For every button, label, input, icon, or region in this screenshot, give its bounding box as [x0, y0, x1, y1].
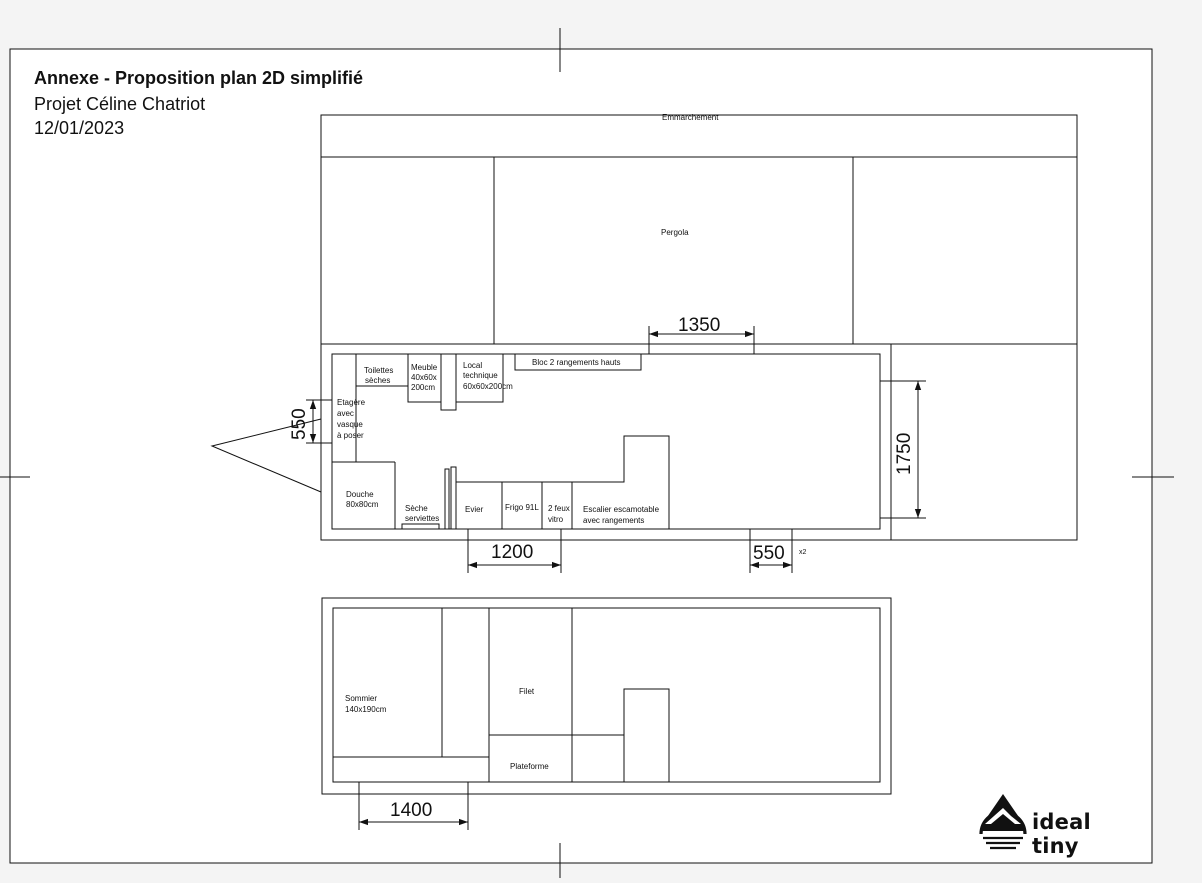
seche-label: Sèche	[405, 504, 428, 513]
meuble-label-3: 200cm	[411, 383, 436, 392]
etagere-label-2: avec	[337, 409, 354, 418]
local-label-2: technique	[463, 371, 498, 380]
filet-label: Filet	[519, 687, 535, 696]
mountain-house-icon	[975, 790, 1031, 854]
plateforme-label: Plateforme	[510, 762, 549, 771]
toilettes-label-2: sèches	[365, 376, 391, 385]
dim-1750: 1750	[894, 432, 915, 475]
feux-label-2: vitro	[548, 515, 564, 524]
evier-label: Evier	[465, 505, 484, 514]
etagere-label-4: à poser	[337, 431, 364, 440]
page-title: Annexe - Proposition plan 2D simplifié	[34, 68, 364, 88]
bloc-label: Bloc 2 rangements hauts	[532, 358, 621, 367]
sommier-label: Sommier	[345, 694, 378, 703]
meuble-label-2: 40x60x	[411, 373, 437, 382]
dim-1200: 1200	[491, 542, 534, 563]
project-name: Projet Céline Chatriot	[34, 94, 206, 114]
brand-logo	[975, 790, 1145, 858]
local-label: Local	[463, 361, 483, 370]
etagere-label-3: vasque	[337, 420, 363, 429]
brand-name: ideal tiny	[1032, 810, 1091, 858]
etagere-label: Etagère	[337, 398, 366, 407]
seche-label-2: serviettes	[405, 514, 440, 523]
page-frame	[10, 49, 1152, 863]
dim-x2: x2	[799, 549, 807, 556]
local-label-3: 60x60x200cm	[463, 382, 513, 391]
escalier-label-2: avec rangements	[583, 516, 645, 525]
dim-550-left: 550	[289, 408, 310, 440]
dim-550-bottom: 550	[753, 543, 785, 564]
toilettes-label: Toilettes	[364, 366, 394, 375]
project-date: 12/01/2023	[34, 118, 125, 138]
feux-label: 2 feux	[548, 504, 570, 513]
emmarchement-label: Emmarchement	[662, 113, 719, 122]
pergola-label: Pergola	[661, 228, 689, 237]
douche-label-2: 80x80cm	[346, 500, 379, 509]
frigo-label: Frigo 91L	[505, 503, 539, 512]
dim-1400: 1400	[390, 800, 433, 821]
sommier-label-2: 140x190cm	[345, 705, 387, 714]
escalier-label: Escalier escamotable	[583, 505, 660, 514]
dim-1350: 1350	[678, 315, 721, 336]
meuble-label: Meuble	[411, 363, 438, 372]
douche-label: Douche	[346, 490, 374, 499]
